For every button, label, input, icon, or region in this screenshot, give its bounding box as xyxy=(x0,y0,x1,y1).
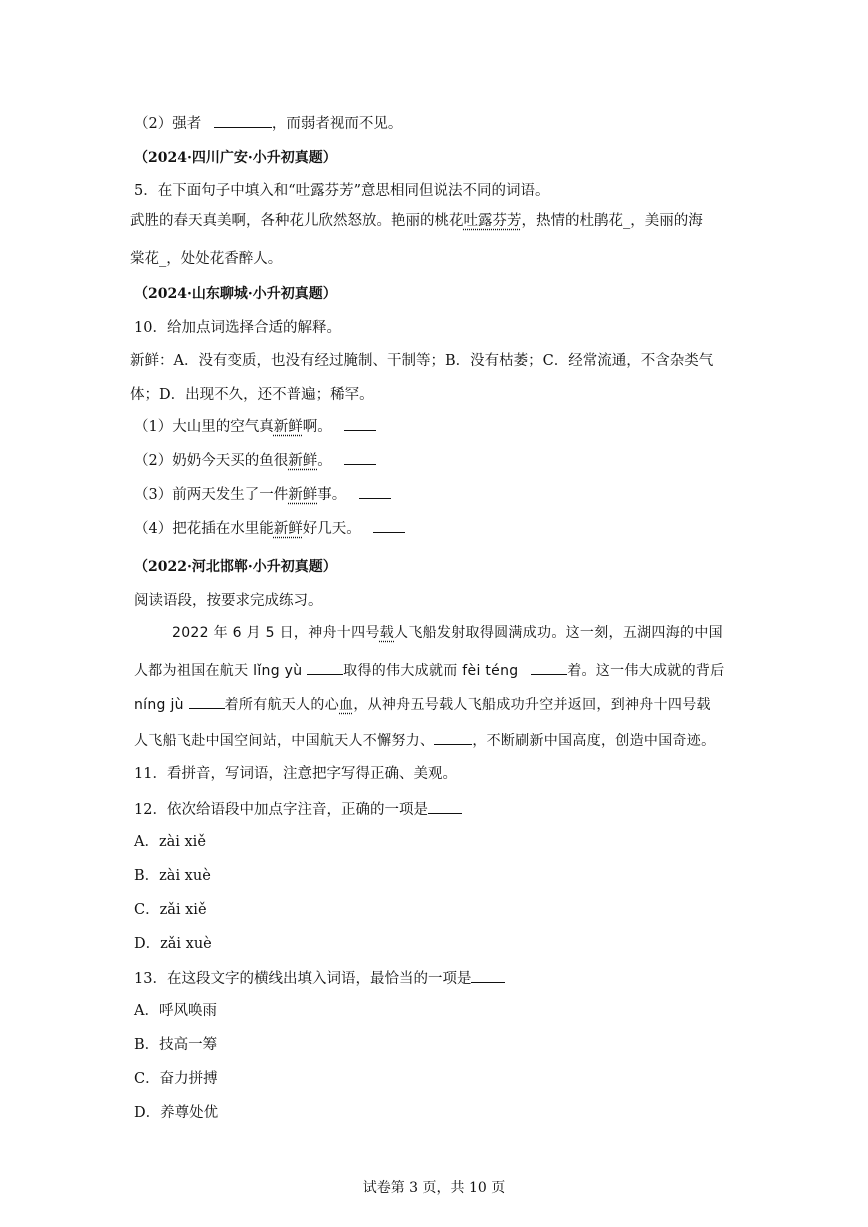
passage-text: 取得的伟大成就而 fèi téng xyxy=(343,663,524,679)
definition-line: 新鲜：A．没有变质，也没有经过腌制、干制等；B．没有枯萎；C．经常流通，不含杂类气 xyxy=(130,353,714,369)
option-b: B．zài xuè xyxy=(134,868,211,884)
question-text: （4）把花插在水里能 xyxy=(134,521,274,537)
reading-intro: 阅读语段，按要求完成练习。 xyxy=(134,593,323,609)
answer-blank xyxy=(428,799,462,814)
answer-blank xyxy=(214,113,272,128)
question-text: 武胜的春天真美啊，各种花儿欣然怒放。艳丽的桃花 xyxy=(130,213,464,229)
answer-blank xyxy=(344,416,376,431)
answer-blank xyxy=(434,730,472,745)
page-footer: 试卷第 3 页，共 10 页 xyxy=(362,1180,506,1196)
answer-blank xyxy=(373,518,405,533)
passage-text: níng jù xyxy=(134,697,189,713)
sub-question xyxy=(134,518,405,539)
definition-line: 体；D．出现不久，还不普遍；稀罕。 xyxy=(130,387,374,403)
answer-blank xyxy=(531,660,567,675)
passage-text: 着所有航天人的心 xyxy=(224,697,339,713)
question-text: 。 xyxy=(317,453,332,469)
question-text: 啊。 xyxy=(302,419,332,435)
option-a: A．zài xiě xyxy=(134,834,206,850)
question-stem: 13．在这段文字的横线出填入词语，最恰当的一项是 xyxy=(134,971,472,987)
sub-question xyxy=(134,484,391,505)
question-text: 好几天。 xyxy=(302,521,361,537)
dotted-phrase: 吐露芬芳 xyxy=(463,213,522,229)
option-c: C．奋力拼搏 xyxy=(134,1071,218,1087)
dotted-phrase: 新鲜 xyxy=(273,521,303,537)
passage-line xyxy=(172,623,723,643)
dotted-phrase: 新鲜 xyxy=(288,487,318,503)
answer-blank xyxy=(307,660,343,675)
passage-text: ，从神舟五号载人飞船成功升空并返回，到神舟十四号载 xyxy=(353,697,711,713)
passage-line xyxy=(134,660,725,681)
passage-text: 人飞船发射取得圆满成功。这一刻，五湖四海的中国 xyxy=(394,625,723,641)
dotted-char: 血 xyxy=(339,697,354,713)
passage-text: 人都为祖国在航天 lǐng yù xyxy=(134,663,308,679)
question-stem: 5．在下面句子中填入和“吐露芬芳”意思相同但说法不同的词语。 xyxy=(134,183,550,199)
question-line xyxy=(134,799,462,820)
passage-line xyxy=(134,730,715,751)
option-a: A．呼风唤雨 xyxy=(134,1003,217,1019)
question-text: （2）奶奶今天买的鱼很 xyxy=(134,453,289,469)
option-c: C．zǎi xiě xyxy=(134,902,207,918)
question-line xyxy=(130,211,703,231)
question-stem: 10．给加点词选择合适的解释。 xyxy=(134,320,341,336)
question-stem: 12．依次给语段中加点字注音，正确的一项是 xyxy=(134,802,428,818)
question-text: 事。 xyxy=(317,487,347,503)
passage-text: 2022 年 6 月 5 日，神舟十四号 xyxy=(172,625,380,641)
source-label: （2024·山东聊城·小升初真题） xyxy=(134,286,337,302)
passage-text: 着。这一伟大成就的背后 xyxy=(567,663,725,679)
question-text: （3）前两天发生了一件 xyxy=(134,487,289,503)
dotted-phrase: 新鲜 xyxy=(273,419,303,435)
sub-question xyxy=(134,450,376,471)
question-line xyxy=(134,968,505,989)
answer-blank xyxy=(471,968,505,983)
question-text: ，而弱者视而不见。 xyxy=(271,116,403,132)
question-text: （1）大山里的空气真 xyxy=(134,419,274,435)
passage-text: ，不断刷新中国高度，创造中国奇迹。 xyxy=(472,733,716,749)
passage-text: 人飞船飞赴中国空间站，中国航天人不懈努力、 xyxy=(134,733,435,749)
answer-blank xyxy=(359,484,391,499)
dotted-char: 载 xyxy=(379,625,395,641)
question-stem: 11．看拼音，写词语，注意把字写得正确、美观。 xyxy=(134,766,457,782)
dotted-phrase: 新鲜 xyxy=(288,453,318,469)
option-d: D．zǎi xuè xyxy=(134,936,212,952)
source-label: （2022·河北邯郸·小升初真题） xyxy=(134,559,337,575)
option-b: B．技高一筹 xyxy=(134,1037,218,1053)
answer-blank xyxy=(189,694,225,709)
answer-blank xyxy=(344,450,376,465)
question-text: （2）强者 xyxy=(134,116,202,132)
sub-question xyxy=(134,416,376,437)
question-line: 棠花_，处处花香醉人。 xyxy=(130,251,283,267)
passage-line xyxy=(134,694,711,715)
question-line xyxy=(134,113,402,134)
question-text: ，热情的杜鹃花_，美丽的海 xyxy=(521,213,703,229)
source-label: （2024·四川广安·小升初真题） xyxy=(134,150,337,166)
option-d: D．养尊处优 xyxy=(134,1105,219,1121)
